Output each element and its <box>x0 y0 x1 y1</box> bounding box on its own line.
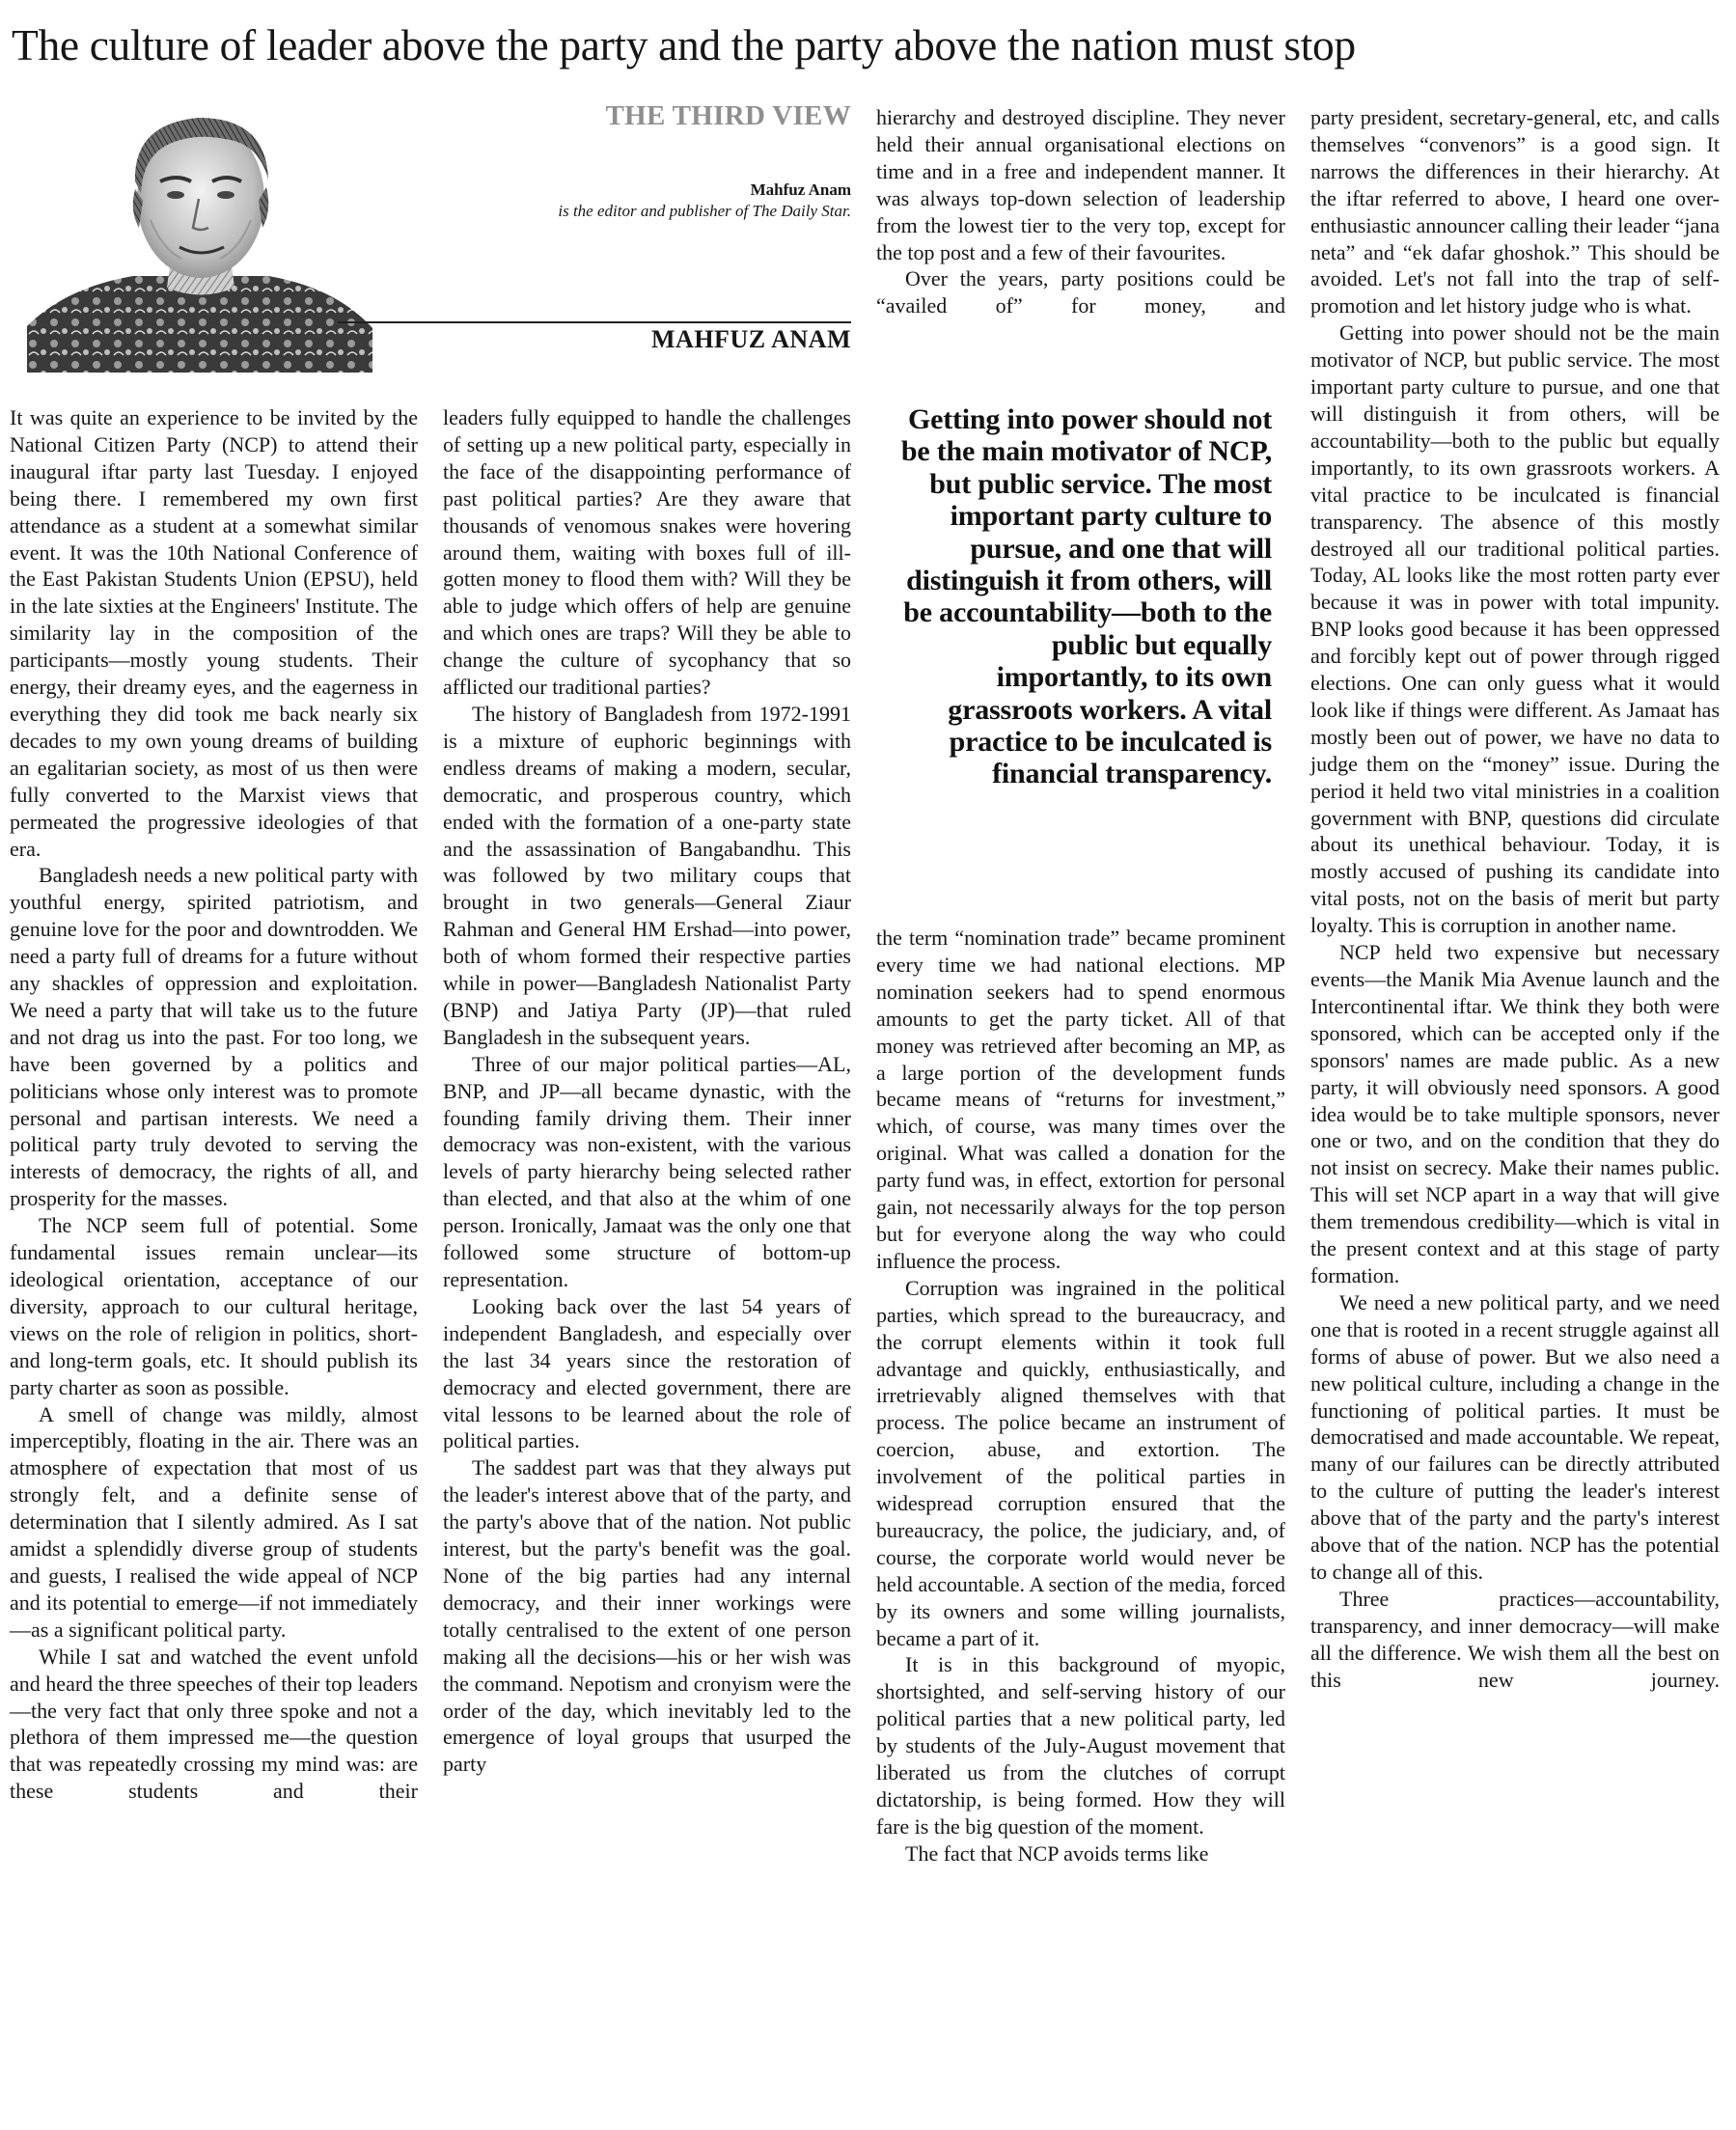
article-column-3-top <box>876 104 1285 319</box>
article-column-1 <box>10 404 418 1805</box>
paragraph: The fact that NCP avoids terms like <box>905 1840 1209 1866</box>
article-column-4 <box>1310 104 1720 1693</box>
pull-quote: Getting into power should not be the main motivator of NCP, but public service. The most important party culture to pursue, and one that will distinguish it from others, will be accountability—both to the public but equally importantly, to its own grassroots workers. A vital practice to be inculcated is financial transparency. <box>900 403 1272 790</box>
paragraph: Three of our major political parties—AL, BNP, and JP—all became dynastic, with the founding family driving them. Their inner democracy was non-existent, with the various levels of party hierarchy being selected rather than elected, and that also at the whim of one person. Ironically, Jamaat was the only one that followed some structure of bottom-up representation. <box>443 1051 851 1291</box>
author-portrait <box>27 104 372 373</box>
paragraph: While I sat and watched the event unfold and heard the three speeches of their top leaders—the very fact that only three spoke and not a plethora of them impressed me—the question that was repeatedly crossing my mind was: are these students and their <box>10 1644 418 1804</box>
byline: MAHFUZ ANAM <box>651 325 851 353</box>
paragraph: The NCP seem full of potential. Some fundamental issues remain unclear—its ideological orientation, acceptance of our diversity, approach to our cultural heritage, views on the role of religion in politics, short- and long-term goals, etc. It should publish its party charter as soon as possible. <box>10 1213 418 1399</box>
article-column-3-bottom <box>876 925 1285 1867</box>
headline: The culture of leader above the party and the party above the nation must stop <box>12 20 1356 69</box>
paragraph: hierarchy and destroyed discipline. They never held their annual organisational elections on time and in a free and independent manner. It was always top-down selection of leadership from the lowest tier to the very top, except for the top post and a few of their favourites. <box>876 105 1285 264</box>
paragraph: A smell of change was mildly, almost imperceptibly, floating in the air. There was an atmosphere of expectation that most of us strongly felt, and a definite sense of determination that I silently admired. As I sat amidst a splendidly diverse group of students and guests, I realised the wide appeal of NCP and its potential to emerge—if not immediately—as a significant political party. <box>10 1401 418 1642</box>
paragraph: Looking back over the last 54 years of independent Bangladesh, and especially over the last 34 years since the restoration of democracy and elected government, there are vital lessons to be learned about the role of political parties. <box>443 1293 851 1453</box>
paragraph: We need a new political party, and we need one that is rooted in a recent struggle against all forms of abuse of power. But we also need a new political culture, including a change in the functioning of political parties. It must be democratised and made accountable. We repeat, many of our failures can be directly attributed to the culture of putting the leader's interest above that of the party and the party's interest above that of the nation. NCP has the potential to change all of this. <box>1310 1289 1720 1584</box>
paragraph: The saddest part was that they always put the leader's interest above that of the party, and the party's above that of the nation. Not public interest, but the party's benefit was the goal. None of the big parties had any internal democracy, and their inner workings were totally centralised to the extent of one person making all the decisions—his or her wish was the command. Nepotism and cronyism were the order of the day, which inevitably led to the emergence of loyal groups that usurped the party <box>443 1455 851 1777</box>
paragraph: Getting into power should not be the main motivator of NCP, but public service. The most important party culture to pursue, and one that will distinguish it from others, will be accountability—both to the public but equally importantly, to its own grassroots workers. A vital practice to be inculcated is financial transparency. The absence of this mostly destroyed all our traditional political parties. Today, AL looks like the most rotten party ever because it was in power with total impunity. BNP looks good because it has been oppressed and forcibly kept out of power through rigged elections. One can only guess what it would look like if things were different. As Jamaat has mostly been out of power, we have no data to judge them on the “money” issue. During the period it held two vital ministries in a coalition government with BNP, questions did circulate about its unethical behaviour. Today, it is mostly accused of pushing its candidate into vital posts, not on the basis of merit but party loyalty. This is corruption in another name. <box>1310 320 1720 938</box>
article-column-2 <box>443 404 851 1778</box>
byline-rule <box>338 321 851 323</box>
column-kicker: THE THIRD VIEW <box>605 100 851 131</box>
paragraph: Over the years, party positions could be “availed of” for money, and <box>876 266 1285 318</box>
paragraph: NCP held two expensive but necessary events—the Manik Mia Avenue launch and the Intercontinental iftar. We think they both were sponsored, which can be accepted only if the sponsors' names are made public. As a new party, it will obviously need sponsors. A good idea would be to take multiple sponsors, never one or two, and on the condition that they do not insist on secrecy. Make their names public. This will set NCP apart in a way that will give them tremendous credibility—which is vital in the present context and at this stage of party formation. <box>1310 940 1720 1287</box>
paragraph: party president, secretary-general, etc, and calls themselves “convenors” is a good sign. It narrows the differences in their hierarchy. At the iftar referred to above, I heard one over-enthusiastic announcer calling their leader “jana neta” and “ek dafar ghoshok.” This should be avoided. Let's not fall into the trap of self-promotion and let history judge who is what. <box>1310 105 1720 318</box>
paragraph: Bangladesh needs a new political party with youthful energy, spirited patriotism, and genuine love for the poor and downtrodden. We need a party full of dreams for a future without any shackles of oppression and exploitation. We need a party that will take us to the future and not drag us into the past. For too long, we have been governed by a politics and politicians whose only interest was to promote personal and partisan interests. We need a political party truly devoted to serving the interests of democracy, the rights of all, and prosperity for the masses. <box>10 863 418 1211</box>
paragraph: It is in this background of myopic, shortsighted, and self-serving history of our political parties that a new political party, led by students of the July-August movement that liberated us from the clutches of corrupt dictatorship, is being formed. How they will fare is the big question of the moment. <box>876 1652 1285 1839</box>
paragraph: Three practices—accountability, transparency, and inner democracy—will make all the difference. We wish them all the best on this new journey. <box>1310 1586 1720 1692</box>
paragraph: the term “nomination trade” became prominent every time we had national elections. MP nomination seekers had to spend enormous amounts to get the party ticket. All of that money was retrieved after becoming an MP, as a large portion of the development funds became means of “returns for investment,” which, of course, was many times over the original. What was called a donation for the party fund was, in effect, extortion for personal gain, not necessarily always for the top person but for everyone along the way who could influence the process. <box>876 926 1285 1273</box>
author-description: is the editor and publisher of The Daily Star. <box>558 202 851 220</box>
paragraph: It was quite an experience to be invited by the National Citizen Party (NCP) to attend their inaugural iftar party last Tuesday. I enjoyed being there. I remembered my own first attendance as a student at a somewhat similar event. It was the 10th National Conference of the East Pakistan Students Union (EPSU), held in the late sixties at the Engineers' Institute. The similarity lay in the composition of the participants—mostly young students. Their energy, their dreamy eyes, and the eagerness in everything they did took me back nearly six decades to my own young dreams of building an egalitarian society, as most of us then were fully converted to the Marxist views that permeated the progressive ideologies of that era. <box>10 405 418 861</box>
paragraph: leaders fully equipped to handle the challenges of setting up a new political party, especially in the face of the disappointing performance of past political parties? Are they aware that thousands of venomous snakes were hovering around them, waiting with boxes full of ill-gotten money to flood them with? Will they be able to judge which offers of help are genuine and which ones are traps? Will they be able to change the culture of sycophancy that so afflicted our traditional parties? <box>443 405 851 700</box>
author-name: Mahfuz Anam <box>750 180 851 199</box>
paragraph: Corruption was ingrained in the political parties, which spread to the bureaucracy, and the corrupt elements within it took full advantage and quickly, enthusiastically, and irretrievably aligned themselves with that process. The police became an instrument of coercion, abuse, and extortion. The involvement of the political parties in widespread corruption ensured that the bureaucracy, the police, the judiciary, and, of course, the corporate world would never be held accountable. A section of the media, forced by its owners and some willing journalists, became a part of it. <box>876 1275 1285 1650</box>
paragraph: The history of Bangladesh from 1972-1991 is a mixture of euphoric beginnings with endless dreams of making a modern, secular, democratic, and prosperous country, which ended with the formation of a one-party state and the assassination of Bangabandhu. This was followed by two military coups that brought in two generals—General Ziaur Rahman and General HM Ershad—into power, both of whom formed their respective parties while in power—Bangladesh Nationalist Party (BNP) and Jatiya Party (JP)—that ruled Bangladesh in the subsequent years. <box>443 701 851 1049</box>
